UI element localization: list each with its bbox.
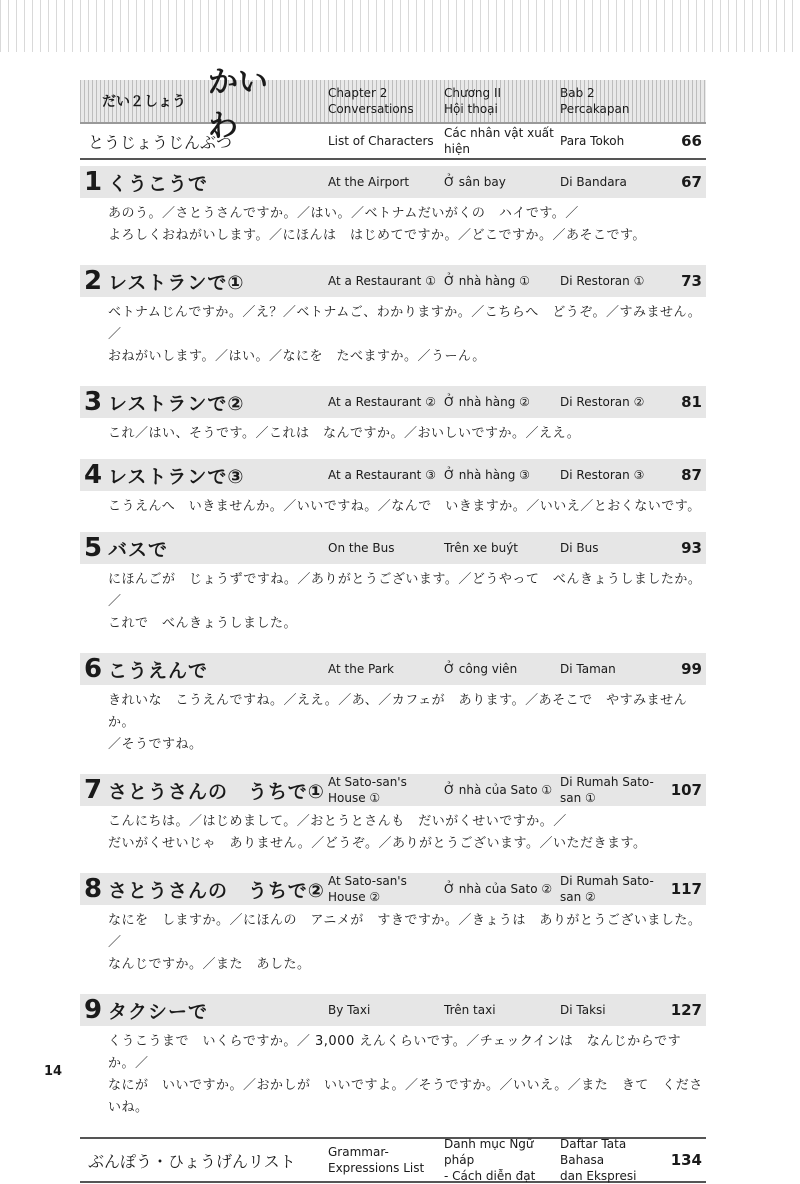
grammar-vi bbox=[444, 1136, 556, 1184]
lesson-entry[interactable] bbox=[80, 873, 706, 976]
phrase-line: にほんごが じょうずですね。／ありがとうございます。／どうやって べんきょうしましたか。／ bbox=[108, 572, 702, 609]
lesson-title-en-line: At Sato-san's bbox=[328, 775, 407, 789]
chapter-en-line: Chapter 2 bbox=[328, 86, 388, 100]
lesson-title-en bbox=[328, 174, 440, 190]
lesson-title-en bbox=[328, 774, 440, 806]
lesson-title-en bbox=[328, 540, 440, 556]
lesson-phrases bbox=[80, 685, 706, 756]
lesson-title-id bbox=[560, 540, 658, 556]
lesson-title-vi-line: Ở nhà của Sato ② bbox=[444, 882, 553, 896]
lesson-title-en-line: At a Restaurant ③ bbox=[328, 468, 436, 482]
grammar-page: 134 bbox=[670, 1151, 702, 1169]
lesson-phrases bbox=[80, 418, 706, 445]
chapter-label: だい２しょう bbox=[102, 94, 186, 110]
lesson-page: 67 bbox=[681, 173, 702, 191]
lesson-title-en bbox=[328, 1002, 440, 1018]
lesson-title-vi bbox=[444, 174, 556, 190]
phrase-line: なんじですか。／また あした。 bbox=[108, 957, 311, 972]
lesson-title-en bbox=[328, 394, 440, 410]
lesson-title-id-line: san ② bbox=[560, 890, 596, 904]
lesson-entry[interactable] bbox=[80, 265, 706, 368]
lesson-title-id bbox=[560, 273, 658, 289]
lesson-phrases bbox=[80, 564, 706, 635]
grammar-en bbox=[328, 1144, 440, 1176]
lesson-title-en bbox=[328, 467, 440, 483]
lesson-page: 127 bbox=[670, 1001, 702, 1019]
phrase-line: よろしくおねがいします。／にほんは はじめてですか。／どこですか。／あそこです。 bbox=[108, 228, 646, 243]
lesson-title-vi-line: Ở công viên bbox=[444, 662, 518, 676]
lesson-title-vi bbox=[444, 540, 556, 556]
lesson-title-vi bbox=[444, 394, 556, 410]
lesson-title-vi-line: Trên xe buýt bbox=[444, 541, 518, 555]
lesson-title-id bbox=[560, 1002, 658, 1018]
lesson-title: レストランで② bbox=[108, 392, 245, 415]
lesson-phrases bbox=[80, 198, 706, 247]
lesson-number: 2 bbox=[84, 266, 103, 296]
grammar-id-line: dan Ekspresi bbox=[560, 1169, 637, 1183]
lesson-title: こうえんで bbox=[108, 659, 209, 682]
lesson-title-id bbox=[560, 394, 658, 410]
phrase-line: これで べんきょうしました。 bbox=[108, 616, 298, 631]
chapter-vi-line: Chương II bbox=[444, 86, 502, 100]
lesson-title-en-line: House ① bbox=[328, 791, 381, 805]
lesson-number: 6 bbox=[84, 654, 103, 684]
phrase-line: こうえんへ いきませんか。／いいですね。／なんで いきますか。／いいえ／とおくないです。 bbox=[108, 499, 701, 514]
phrase-line: これ／はい、そうです。／これは なんですか。／おいしいですか。／ええ。 bbox=[108, 426, 581, 441]
lesson-title-vi-line: Ở nhà hàng ③ bbox=[444, 468, 530, 482]
chapter-title-en bbox=[328, 85, 440, 117]
characters-vi-line: Các nhân vật xuất bbox=[444, 126, 554, 140]
chapter-id-line: Percakapan bbox=[560, 102, 630, 116]
lesson-title-id-line: Di Restoran ① bbox=[560, 274, 645, 288]
lesson-title: レストランで③ bbox=[108, 465, 245, 488]
grammar-vi-line: - Cách diễn đạt bbox=[444, 1169, 536, 1183]
lesson-number: 1 bbox=[84, 167, 103, 197]
lesson-title-vi bbox=[444, 881, 556, 897]
phrase-line: ベトナムじんですか。／え？／ベトナムご、わかりますか。／こちらへ どうぞ。／すみません。／ bbox=[108, 305, 702, 342]
chapter-title: かいわ bbox=[208, 65, 268, 144]
lesson-phrases bbox=[80, 297, 706, 368]
lesson-list bbox=[80, 166, 706, 1119]
phrase-line: なにが いいですか。／おかしが いいですよ。／そうですか。／いいえ。／また きて くださいね。 bbox=[108, 1078, 703, 1115]
lesson-entry[interactable] bbox=[80, 774, 706, 855]
lesson-number: 8 bbox=[84, 874, 103, 904]
lesson-header bbox=[80, 774, 706, 806]
lesson-entry[interactable] bbox=[80, 653, 706, 756]
lesson-title-en bbox=[328, 661, 440, 677]
lesson-title: レストランで① bbox=[108, 271, 245, 294]
lesson-header bbox=[80, 459, 706, 491]
grammar-en-line: Grammar- bbox=[328, 1145, 389, 1159]
lesson-title-en-line: At the Park bbox=[328, 662, 394, 676]
lesson-phrases bbox=[80, 806, 706, 855]
lesson-number: 5 bbox=[84, 533, 103, 563]
lesson-title-en-line: At the Airport bbox=[328, 175, 410, 189]
characters-vi-line: hiện bbox=[444, 142, 470, 156]
lesson-title-id-line: Di Bandara bbox=[560, 175, 627, 189]
lesson-title-vi bbox=[444, 1002, 556, 1018]
lesson-title-id-line: Di Rumah Sato- bbox=[560, 874, 654, 888]
lesson-title-id bbox=[560, 873, 658, 905]
lesson-title-en-line: At Sato-san's bbox=[328, 874, 407, 888]
lesson-title-id-line: Di Restoran ③ bbox=[560, 468, 645, 482]
lesson-title: さとうさんの うちで① bbox=[108, 780, 325, 803]
characters-id: Para Tokoh bbox=[560, 134, 625, 148]
lesson-header bbox=[80, 873, 706, 905]
lesson-phrases bbox=[80, 1026, 706, 1119]
lesson-title-id bbox=[560, 467, 658, 483]
lesson-header bbox=[80, 532, 706, 564]
phrase-line: おねがいします。／はい。／なにを たべますか。／うーん。 bbox=[108, 349, 486, 364]
lesson-header bbox=[80, 386, 706, 418]
lesson-entry[interactable] bbox=[80, 532, 706, 635]
lesson-title-id bbox=[560, 174, 658, 190]
characters-title: とうじょうじんぶつ bbox=[88, 132, 233, 152]
phrase-line: だいがくせいじゃ ありません。／どうぞ。／ありがとうございます。／いただきます。 bbox=[108, 836, 647, 851]
lesson-title: くうこうで bbox=[108, 172, 209, 195]
lesson-title-vi-line: Trên taxi bbox=[444, 1003, 496, 1017]
lesson-title-id-line: Di Taman bbox=[560, 662, 616, 676]
lesson-title-id bbox=[560, 661, 658, 677]
lesson-title-en-line: At a Restaurant ① bbox=[328, 274, 436, 288]
lesson-title-id bbox=[560, 774, 658, 806]
phrase-line: こんにちは。／はじめまして。／おとうとさんも だいがくせいですか。／ bbox=[108, 814, 567, 829]
characters-entry[interactable] bbox=[80, 124, 706, 160]
chapter-title-vi bbox=[444, 85, 556, 117]
table-of-contents bbox=[80, 65, 706, 1183]
grammar-title: ぶんぽう・ひょうげんリスト bbox=[88, 1151, 296, 1171]
lesson-title-vi-line: Ở nhà của Sato ① bbox=[444, 783, 553, 797]
characters-vi bbox=[444, 125, 556, 157]
top-stripe-decoration bbox=[0, 0, 800, 52]
lesson-title-vi bbox=[444, 273, 556, 289]
lesson-title: さとうさんの うちで② bbox=[108, 879, 325, 902]
chapter-id-line: Bab 2 bbox=[560, 86, 595, 100]
lesson-page: 117 bbox=[670, 880, 702, 898]
lesson-title-vi bbox=[444, 661, 556, 677]
lesson-title-id-line: Di Taksi bbox=[560, 1003, 606, 1017]
lesson-title-vi bbox=[444, 467, 556, 483]
lesson-number: 3 bbox=[84, 387, 103, 417]
grammar-id-line: Daftar Tata Bahasa bbox=[560, 1137, 627, 1167]
lesson-phrases bbox=[80, 491, 706, 518]
page-number: 14 bbox=[44, 1064, 63, 1079]
grammar-vi-line: Danh mục Ngữ pháp bbox=[444, 1137, 534, 1167]
lesson-title-id-line: Di Restoran ② bbox=[560, 395, 645, 409]
lesson-entry[interactable] bbox=[80, 459, 706, 518]
lesson-entry[interactable] bbox=[80, 994, 706, 1119]
lesson-title: バスで bbox=[108, 538, 169, 561]
phrase-line: くうこうまで いくらですか。／ 3,000 えんくらいです。／チェックインは なんじからですか。／ bbox=[108, 1034, 682, 1071]
lesson-phrases bbox=[80, 905, 706, 976]
lesson-entry[interactable] bbox=[80, 386, 706, 445]
lesson-page: 99 bbox=[681, 660, 702, 678]
chapter-title-id bbox=[560, 85, 658, 117]
lesson-number: 4 bbox=[84, 460, 103, 490]
lesson-page: 81 bbox=[681, 393, 702, 411]
phrase-line: ／そうですね。 bbox=[108, 737, 203, 752]
lesson-number: 9 bbox=[84, 995, 103, 1025]
lesson-title-vi-line: Ở nhà hàng ② bbox=[444, 395, 530, 409]
lesson-title: タクシーで bbox=[108, 1000, 209, 1023]
grammar-entry[interactable] bbox=[80, 1137, 706, 1183]
lesson-header bbox=[80, 994, 706, 1026]
lesson-title-en-line: By Taxi bbox=[328, 1003, 371, 1017]
lesson-page: 107 bbox=[670, 781, 702, 799]
phrase-line: なにを しますか。／にほんの アニメが すきですか。／きょうは ありがとうございました。／ bbox=[108, 913, 702, 950]
chapter-en-line: Conversations bbox=[328, 102, 414, 116]
lesson-page: 73 bbox=[681, 272, 702, 290]
lesson-title-id-line: san ① bbox=[560, 791, 596, 805]
lesson-title-en-line: House ② bbox=[328, 890, 381, 904]
grammar-en-line: Expressions List bbox=[328, 1161, 425, 1175]
lesson-title-en bbox=[328, 873, 440, 905]
lesson-title-vi bbox=[444, 782, 556, 798]
lesson-header bbox=[80, 653, 706, 685]
lesson-title-id-line: Di Rumah Sato- bbox=[560, 775, 654, 789]
lesson-header bbox=[80, 265, 706, 297]
lesson-title-en-line: On the Bus bbox=[328, 541, 395, 555]
characters-page: 66 bbox=[681, 132, 702, 150]
lesson-title-vi-line: Ở nhà hàng ① bbox=[444, 274, 530, 288]
lesson-title-en-line: At a Restaurant ② bbox=[328, 395, 436, 409]
characters-en: List of Characters bbox=[328, 134, 434, 148]
lesson-title-en bbox=[328, 273, 440, 289]
lesson-header bbox=[80, 166, 706, 198]
phrase-line: あのう。／さとうさんですか。／はい。／ベトナムだいがくの ハイです。／ bbox=[108, 206, 579, 221]
chapter-vi-line: Hội thoại bbox=[444, 102, 498, 116]
phrase-line: きれいな こうえんですね。／ええ。／あ、／カフェが あります。／あそこで やすみませんか。 bbox=[108, 693, 688, 730]
lesson-page: 93 bbox=[681, 539, 702, 557]
lesson-entry[interactable] bbox=[80, 166, 706, 247]
lesson-number: 7 bbox=[84, 775, 103, 805]
lesson-page: 87 bbox=[681, 466, 702, 484]
lesson-title-vi-line: Ở sân bay bbox=[444, 175, 506, 189]
lesson-title-id-line: Di Bus bbox=[560, 541, 599, 555]
grammar-id bbox=[560, 1136, 658, 1184]
